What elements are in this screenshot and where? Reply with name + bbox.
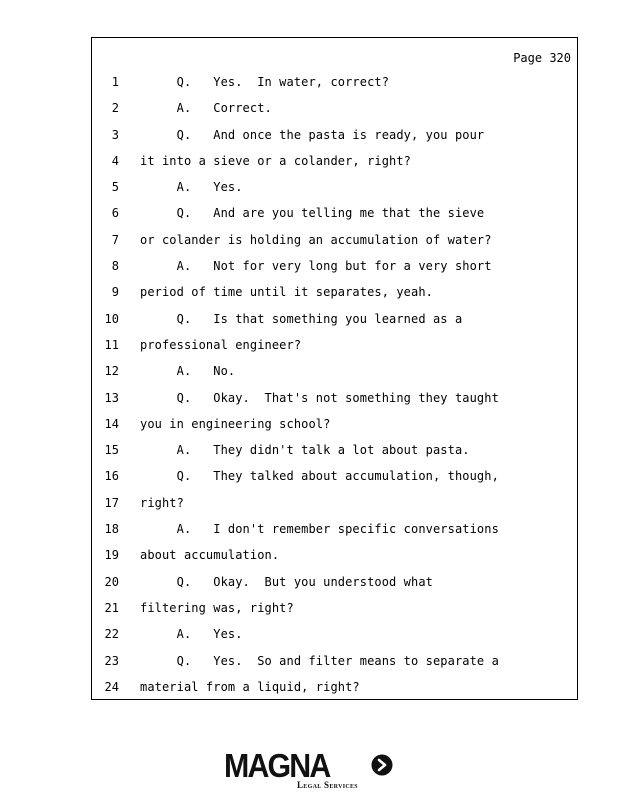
line-text: A. I don't remember specific conversations — [140, 522, 499, 537]
line-text: right? — [140, 495, 184, 510]
line-text: Q. Yes. So and filter means to separate a — [140, 653, 499, 668]
transcript-line — [92, 569, 577, 595]
line-number: 21 — [104, 600, 119, 615]
transcript-line — [92, 95, 577, 121]
transcript-line — [92, 227, 577, 253]
line-text: Q. They talked about accumulation, though, — [140, 469, 499, 484]
transcript-line — [92, 279, 577, 305]
line-text: filtering was, right? — [140, 600, 294, 615]
line-text: or colander is holding an accumulation of water? — [140, 232, 492, 247]
magna-logo — [224, 748, 399, 792]
transcript-line — [92, 306, 577, 332]
transcript-line — [92, 621, 577, 647]
line-text: Q. Is that something you learned as a — [140, 311, 463, 326]
line-text: you in engineering school? — [140, 416, 331, 431]
transcript-line — [92, 332, 577, 358]
transcript-line — [92, 358, 577, 384]
line-number: 13 — [104, 390, 119, 405]
line-number: 6 — [111, 206, 119, 221]
line-number: 12 — [104, 364, 119, 379]
line-number: 1 — [111, 75, 119, 89]
transcript-line — [92, 174, 577, 200]
transcript-lines — [92, 69, 577, 700]
line-text: Q. And are you telling me that the sieve — [140, 206, 485, 221]
line-number: 5 — [111, 180, 119, 195]
transcript-line — [92, 411, 577, 437]
line-text: professional engineer? — [140, 337, 302, 352]
transcript-line — [92, 122, 577, 148]
transcript-line — [92, 200, 577, 226]
page-number: Page 320 — [513, 51, 571, 65]
line-number: 8 — [111, 259, 119, 274]
transcript-line — [92, 148, 577, 174]
line-text: Q. And once the pasta is ready, you pour — [140, 127, 485, 142]
line-number: 23 — [104, 653, 119, 668]
line-number: 18 — [104, 522, 119, 537]
transcript-line — [92, 648, 577, 674]
line-text: A. Not for very long but for a very short — [140, 259, 492, 274]
line-text: Q. Okay. That's not something they taught — [140, 390, 499, 405]
line-number: 20 — [104, 574, 119, 589]
line-text: A. Yes. — [140, 180, 243, 195]
line-number: 4 — [111, 153, 119, 168]
line-text: it into a sieve or a colander, right? — [140, 153, 412, 168]
transcript-line — [92, 516, 577, 542]
line-number: 22 — [104, 627, 119, 642]
transcript-line — [92, 542, 577, 568]
transcript-line — [92, 385, 577, 411]
transcript-line — [92, 674, 577, 700]
line-number: 16 — [104, 469, 119, 484]
line-number: 14 — [104, 416, 119, 431]
line-text: A. Correct. — [140, 101, 272, 116]
line-number: 11 — [104, 337, 119, 352]
logo-subtitle: Legal Services — [297, 780, 358, 790]
line-number: 17 — [104, 495, 119, 510]
transcript-line — [92, 253, 577, 279]
right-arrow-circle-icon — [371, 754, 393, 776]
line-number: 15 — [104, 443, 119, 458]
transcript-line — [92, 463, 577, 489]
line-text: period of time until it separates, yeah. — [140, 285, 433, 300]
line-number: 2 — [111, 101, 119, 116]
line-number: 10 — [104, 311, 119, 326]
line-text: about accumulation. — [140, 548, 280, 563]
line-text: Q. Yes. In water, correct? — [140, 75, 390, 89]
transcript-line — [92, 437, 577, 463]
transcript-line — [92, 490, 577, 516]
line-number: 3 — [111, 127, 119, 142]
line-number: 24 — [104, 679, 119, 694]
line-text: A. Yes. — [140, 627, 243, 642]
line-text: material from a liquid, right? — [140, 679, 360, 694]
line-number: 7 — [111, 232, 119, 247]
transcript-line — [92, 69, 577, 95]
line-text: Q. Okay. But you understood what — [140, 574, 433, 589]
transcript-page — [91, 37, 578, 700]
line-text: A. They didn't talk a lot about pasta. — [140, 443, 470, 458]
transcript-line — [92, 595, 577, 621]
line-number: 19 — [104, 548, 119, 563]
logo-wordmark: MAGNA — [224, 747, 330, 784]
line-text: A. No. — [140, 364, 236, 379]
line-number: 9 — [111, 285, 119, 300]
